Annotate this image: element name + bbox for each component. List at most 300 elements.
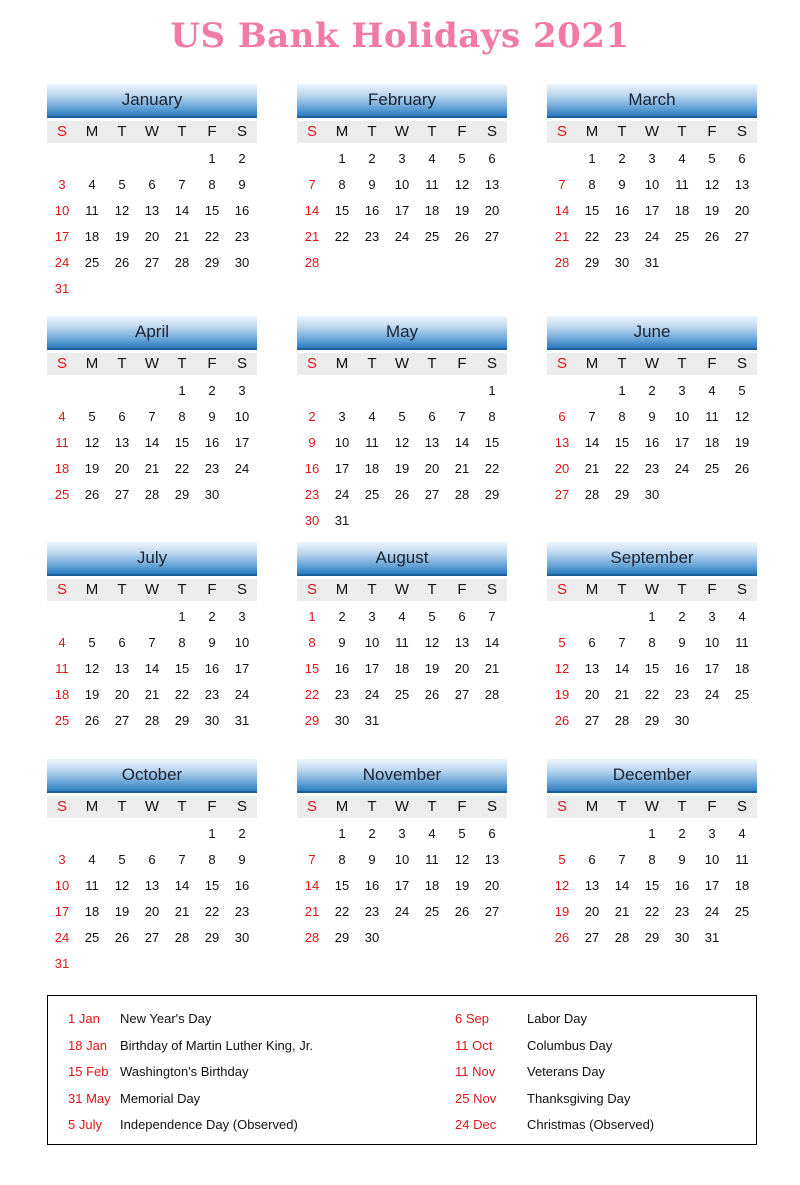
week-row (547, 847, 757, 873)
day-cell: 22 (334, 229, 350, 244)
day-cell: 5 (88, 635, 96, 650)
day-cell: 13 (484, 177, 500, 192)
day-cell: 28 (614, 713, 630, 728)
week-row (547, 821, 757, 847)
day-cell: 2 (368, 826, 376, 841)
day-cell: 8 (648, 635, 656, 650)
day-cell: 13 (584, 661, 600, 676)
holiday-item (455, 1009, 755, 1029)
weekday-label: F (207, 355, 217, 372)
day-cell: 1 (618, 383, 626, 398)
day-cell: 7 (588, 409, 596, 424)
day-cell: 2 (678, 826, 686, 841)
day-cell: 17 (674, 435, 690, 450)
day-cell (77, 951, 107, 977)
weekday-label: W (144, 355, 160, 372)
holiday-date: 5 July (68, 1117, 102, 1132)
month-december (547, 759, 757, 951)
day-cell: 4 (398, 609, 406, 624)
weekday-label: S (556, 798, 567, 815)
day-cell: 8 (488, 409, 496, 424)
week-row (297, 430, 507, 456)
day-cell: 11 (85, 878, 99, 893)
day-cell: 28 (174, 255, 190, 270)
day-cell: 24 (234, 687, 250, 702)
weekday-label: S (556, 581, 567, 598)
day-cell: 19 (84, 687, 100, 702)
day-cell: 1 (648, 609, 656, 624)
weekday-label: T (427, 581, 437, 598)
day-cell: 9 (678, 852, 686, 867)
day-cell (47, 821, 77, 847)
day-cell: 25 (704, 461, 720, 476)
weekday-label: S (306, 581, 317, 598)
day-cell: 4 (738, 609, 746, 624)
day-cell: 26 (114, 255, 130, 270)
day-cell (227, 276, 257, 302)
day-cell: 6 (118, 409, 126, 424)
day-cell: 28 (454, 487, 470, 502)
weekday-label: W (644, 798, 660, 815)
month-header: September (547, 542, 757, 576)
day-cell: 8 (338, 177, 346, 192)
weekday-label: F (707, 581, 717, 598)
day-cell: 4 (58, 635, 66, 650)
day-cell: 10 (54, 203, 70, 218)
day-cell: 15 (614, 435, 630, 450)
day-cell (137, 951, 167, 977)
weekday-label: F (457, 581, 467, 598)
day-cell: 8 (178, 635, 186, 650)
day-cell (697, 482, 727, 508)
day-cell: 8 (338, 852, 346, 867)
day-cell (107, 276, 137, 302)
week-row (547, 873, 757, 899)
holiday-item (68, 1089, 368, 1109)
week-row (547, 604, 757, 630)
day-cell: 17 (54, 904, 70, 919)
day-cell: 23 (364, 229, 380, 244)
day-cell (697, 250, 727, 276)
day-cell: 22 (204, 229, 220, 244)
day-cell (107, 951, 137, 977)
week-row (297, 456, 507, 482)
day-cell (167, 146, 197, 172)
weekday-label: T (677, 581, 687, 598)
day-cell: 27 (554, 487, 570, 502)
week-row (547, 656, 757, 682)
weekday-label: S (736, 123, 747, 140)
day-cell (577, 604, 607, 630)
day-cell: 5 (458, 151, 466, 166)
day-cell: 7 (148, 635, 156, 650)
day-cell: 8 (208, 852, 216, 867)
day-cell (477, 708, 507, 734)
day-cell (357, 250, 387, 276)
weekday-label: W (394, 581, 410, 598)
day-cell: 22 (204, 904, 220, 919)
day-cell: 6 (558, 409, 566, 424)
day-cell: 16 (204, 661, 220, 676)
day-cell: 30 (234, 930, 250, 945)
day-cell: 24 (644, 229, 660, 244)
day-cell: 18 (394, 661, 410, 676)
day-cell (477, 508, 507, 534)
day-cell: 30 (674, 930, 690, 945)
day-cell: 19 (734, 435, 750, 450)
weekday-label: T (367, 798, 377, 815)
month-header: May (297, 316, 507, 350)
day-cell: 28 (304, 930, 320, 945)
day-cell: 14 (614, 878, 630, 893)
month-september (547, 542, 757, 734)
week-row (47, 821, 257, 847)
day-cell: 27 (114, 713, 130, 728)
day-cell: 12 (454, 852, 470, 867)
week-row (47, 224, 257, 250)
week-row (47, 404, 257, 430)
holiday-date: 1 Jan (68, 1011, 100, 1026)
day-cell: 25 (84, 930, 100, 945)
day-cell: 20 (484, 878, 500, 893)
day-cell (297, 821, 327, 847)
day-cell: 2 (238, 826, 246, 841)
day-cell: 1 (208, 151, 216, 166)
day-cell: 24 (674, 461, 690, 476)
day-cell (357, 378, 387, 404)
day-cell: 7 (148, 409, 156, 424)
day-cell (297, 378, 327, 404)
day-cell: 18 (734, 878, 750, 893)
day-cell: 29 (204, 930, 220, 945)
day-cell: 4 (678, 151, 686, 166)
day-cell: 1 (488, 383, 496, 398)
day-cell: 29 (304, 713, 320, 728)
day-cell: 5 (398, 409, 406, 424)
day-cell: 29 (644, 713, 660, 728)
day-cell: 8 (208, 177, 216, 192)
day-cell (107, 604, 137, 630)
day-cell: 12 (554, 878, 570, 893)
week-row (47, 276, 257, 302)
day-cell (727, 250, 757, 276)
weekday-label: F (707, 123, 717, 140)
day-cell: 4 (738, 826, 746, 841)
day-cell: 20 (454, 661, 470, 676)
day-cell (197, 951, 227, 977)
day-cell: 25 (364, 487, 380, 502)
day-cell: 19 (114, 229, 130, 244)
day-cell: 20 (144, 229, 160, 244)
day-cell (327, 378, 357, 404)
week-row (547, 250, 757, 276)
day-cell: 18 (424, 878, 440, 893)
day-cell: 24 (394, 229, 410, 244)
day-cell: 11 (85, 203, 99, 218)
day-cell: 31 (364, 713, 380, 728)
day-cell: 14 (614, 661, 630, 676)
day-cell: 19 (454, 878, 470, 893)
day-cell: 27 (734, 229, 750, 244)
weekday-label: T (677, 798, 687, 815)
weekday-label: S (486, 581, 497, 598)
day-cell: 7 (308, 177, 316, 192)
day-cell: 22 (304, 687, 320, 702)
day-cell: 14 (584, 435, 600, 450)
week-row (297, 708, 507, 734)
day-cell: 21 (174, 229, 190, 244)
weekday-label: T (617, 123, 627, 140)
weekday-label: T (617, 798, 627, 815)
week-row (47, 198, 257, 224)
day-cell: 31 (334, 513, 350, 528)
day-cell: 12 (114, 878, 130, 893)
day-cell: 1 (308, 609, 316, 624)
month-november (297, 759, 507, 951)
week-row (47, 873, 257, 899)
day-cell: 2 (308, 409, 316, 424)
weekday-header (297, 796, 507, 818)
day-cell: 4 (368, 409, 376, 424)
day-cell (447, 378, 477, 404)
weekday-label: S (56, 123, 67, 140)
day-cell: 27 (424, 487, 440, 502)
week-row (47, 456, 257, 482)
weekday-label: T (677, 123, 687, 140)
day-cell: 3 (678, 383, 686, 398)
day-cell: 12 (84, 435, 100, 450)
day-cell: 6 (488, 151, 496, 166)
day-cell: 19 (554, 687, 570, 702)
weekday-label: S (306, 355, 317, 372)
weekday-label: S (736, 355, 747, 372)
week-row (297, 224, 507, 250)
day-cell: 21 (554, 229, 570, 244)
day-cell: 30 (334, 713, 350, 728)
day-cell (477, 925, 507, 951)
day-cell (547, 604, 577, 630)
day-cell: 3 (398, 826, 406, 841)
day-cell: 29 (204, 255, 220, 270)
day-cell: 9 (208, 635, 216, 650)
holiday-name: Veterans Day (527, 1064, 606, 1079)
day-cell (447, 508, 477, 534)
week-row (297, 656, 507, 682)
day-cell: 2 (648, 383, 656, 398)
day-cell (447, 708, 477, 734)
day-cell: 21 (304, 904, 320, 919)
day-cell: 22 (614, 461, 630, 476)
day-cell: 14 (144, 435, 160, 450)
month-header: January (47, 84, 257, 118)
day-cell: 11 (735, 635, 749, 650)
weekday-label: T (427, 798, 437, 815)
weekday-label: S (736, 798, 747, 815)
day-cell: 26 (454, 904, 470, 919)
week-row (47, 847, 257, 873)
weekday-label: W (644, 355, 660, 372)
weekday-header (547, 121, 757, 143)
day-cell: 21 (304, 229, 320, 244)
day-cell: 20 (734, 203, 750, 218)
day-cell: 15 (304, 661, 320, 676)
holiday-name: Independence Day (Observed) (120, 1117, 298, 1132)
week-row (547, 198, 757, 224)
day-cell: 22 (484, 461, 500, 476)
weekday-label: T (427, 355, 437, 372)
day-cell: 29 (644, 930, 660, 945)
day-cell: 10 (54, 878, 70, 893)
day-cell: 18 (364, 461, 380, 476)
day-cell: 17 (234, 435, 250, 450)
month-october (47, 759, 257, 977)
day-cell: 15 (584, 203, 600, 218)
weekday-label: T (427, 123, 437, 140)
weekday-label: T (677, 355, 687, 372)
day-cell: 21 (484, 661, 500, 676)
day-cell: 3 (238, 609, 246, 624)
month-february (297, 84, 507, 276)
weekday-header (547, 796, 757, 818)
holiday-date: 6 Sep (455, 1011, 489, 1026)
weekday-label: S (306, 798, 317, 815)
week-row (297, 821, 507, 847)
day-cell: 21 (174, 904, 190, 919)
weekday-label: M (585, 355, 599, 372)
day-cell: 12 (454, 177, 470, 192)
day-cell (417, 508, 447, 534)
day-cell: 8 (618, 409, 626, 424)
day-cell: 26 (454, 229, 470, 244)
day-cell: 20 (484, 203, 500, 218)
weekday-label: W (644, 581, 660, 598)
day-cell (357, 508, 387, 534)
weekday-label: F (207, 798, 217, 815)
day-cell: 26 (734, 461, 750, 476)
day-cell: 16 (674, 661, 690, 676)
week-row (47, 925, 257, 951)
day-cell: 14 (304, 203, 320, 218)
day-cell: 1 (208, 826, 216, 841)
day-cell: 18 (704, 435, 720, 450)
day-cell: 14 (454, 435, 470, 450)
week-row (297, 146, 507, 172)
day-cell: 27 (454, 687, 470, 702)
day-cell: 22 (584, 229, 600, 244)
day-cell: 18 (54, 687, 70, 702)
holiday-name: Christmas (Observed) (527, 1117, 655, 1132)
day-cell: 16 (674, 878, 690, 893)
day-cell (727, 482, 757, 508)
day-cell: 5 (708, 151, 716, 166)
week-row (47, 482, 257, 508)
week-row (47, 708, 257, 734)
month-header: April (47, 316, 257, 350)
day-cell: 3 (58, 177, 66, 192)
weekday-label: T (367, 123, 377, 140)
weekday-header (47, 121, 257, 143)
day-cell (697, 708, 727, 734)
month-header: June (547, 316, 757, 350)
weekday-label: T (177, 355, 187, 372)
weekday-label: M (85, 123, 99, 140)
weekday-label: F (707, 355, 717, 372)
day-cell (227, 951, 257, 977)
day-cell: 7 (178, 852, 186, 867)
weekday-label: F (457, 123, 467, 140)
day-cell: 7 (178, 177, 186, 192)
day-cell: 14 (554, 203, 570, 218)
day-cell: 22 (174, 461, 190, 476)
weekday-label: S (556, 123, 567, 140)
week-row (547, 899, 757, 925)
day-cell: 9 (618, 177, 626, 192)
day-cell: 9 (238, 177, 246, 192)
week-row (297, 847, 507, 873)
day-cell: 2 (208, 609, 216, 624)
day-cell: 17 (644, 203, 660, 218)
week-row (547, 708, 757, 734)
day-cell: 15 (644, 878, 660, 893)
week-row (297, 482, 507, 508)
week-row (547, 925, 757, 951)
day-cell: 1 (178, 609, 186, 624)
week-row (547, 378, 757, 404)
day-cell: 15 (204, 878, 220, 893)
week-row (47, 682, 257, 708)
month-header: July (47, 542, 257, 576)
day-cell: 20 (114, 461, 130, 476)
holiday-list (47, 995, 757, 1145)
month-june (547, 316, 757, 508)
day-cell: 2 (618, 151, 626, 166)
day-cell (167, 821, 197, 847)
holiday-date: 25 Nov (455, 1090, 497, 1106)
day-cell: 21 (614, 904, 630, 919)
day-cell: 11 (735, 852, 749, 867)
holiday-name: Birthday of Martin Luther King, Jr. (120, 1037, 313, 1053)
week-row (297, 404, 507, 430)
week-row (547, 682, 757, 708)
day-cell: 15 (334, 878, 350, 893)
weekday-header (547, 353, 757, 375)
day-cell: 11 (425, 177, 439, 192)
day-cell: 16 (204, 435, 220, 450)
day-cell: 27 (584, 713, 600, 728)
holiday-item (455, 1089, 755, 1109)
day-cell: 26 (554, 930, 570, 945)
day-cell: 26 (704, 229, 720, 244)
day-cell: 13 (144, 878, 160, 893)
month-header: October (47, 759, 257, 793)
holiday-item (455, 1036, 755, 1056)
week-row (47, 430, 257, 456)
day-cell: 12 (424, 635, 440, 650)
weekday-label: W (144, 798, 160, 815)
week-row (547, 482, 757, 508)
day-cell: 11 (365, 435, 379, 450)
month-header: November (297, 759, 507, 793)
day-cell: 2 (368, 151, 376, 166)
weekday-label: T (617, 355, 627, 372)
day-cell: 9 (238, 852, 246, 867)
month-header: March (547, 84, 757, 118)
day-cell: 10 (234, 409, 250, 424)
day-cell: 2 (208, 383, 216, 398)
day-cell: 22 (334, 904, 350, 919)
day-cell: 21 (584, 461, 600, 476)
day-cell: 16 (364, 203, 380, 218)
